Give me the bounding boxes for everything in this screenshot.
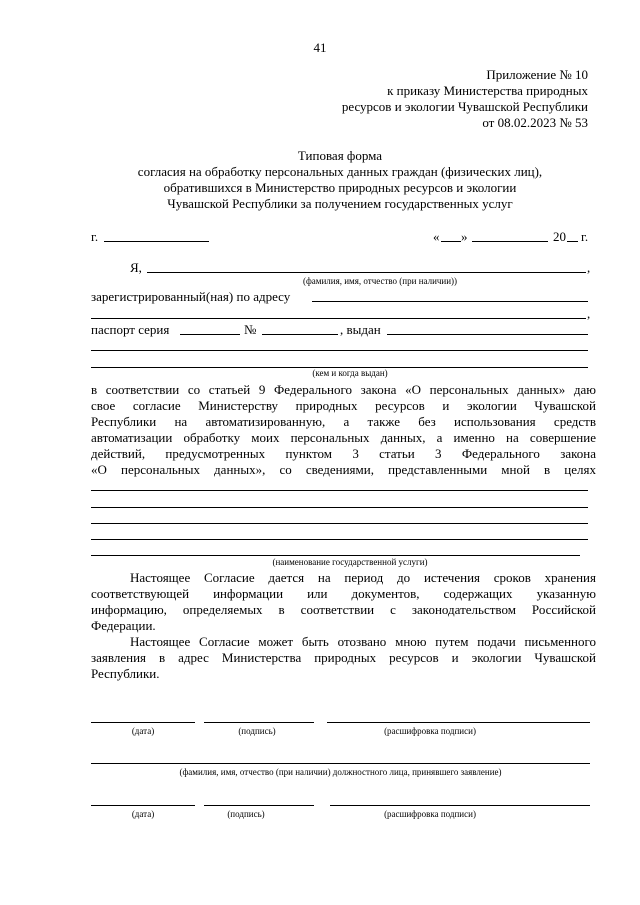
appendix-line-1: Приложение № 10: [486, 67, 588, 82]
body-line-1: в соответствии со статьей 9 Федерального закона «О персональных данных» даю: [91, 382, 596, 397]
date-year-suffix: г.: [581, 229, 589, 244]
appendix-line-2: к приказу Министерства природных: [387, 83, 588, 98]
body-line-3: Республики на автоматизированную, а также без использования средств: [91, 414, 596, 429]
i-label: Я,: [130, 260, 142, 275]
registered-label: зарегистрированный(ная) по адресу: [91, 289, 291, 304]
para3-line-3: Республики.: [91, 666, 160, 681]
para2-line-3: информацию, определяемых в соответствии с законодательством Российской: [91, 602, 596, 617]
passport-number-label: №: [244, 322, 257, 337]
para3-line-2: заявления в адрес Министерства природных ресурсов и экологии Чувашской: [91, 650, 596, 665]
sig1-decoding-field[interactable]: [327, 722, 590, 723]
service-caption: (наименование государственной услуги): [272, 557, 428, 567]
issued-by-field-2[interactable]: [91, 350, 588, 351]
sig2-date-caption: (дата): [131, 809, 155, 819]
city-prefix: г.: [91, 229, 99, 244]
para3-line-1: Настоящее Согласие может быть отозвано мною путем подачи письменного: [130, 634, 596, 649]
date-day-field[interactable]: [441, 241, 461, 242]
fio-caption: (фамилия, имя, отчество (при наличии)): [302, 276, 458, 286]
date-open-quote: «: [433, 229, 440, 244]
issued-by-field[interactable]: [387, 334, 588, 335]
date-year-field[interactable]: [567, 241, 578, 242]
official-fio-field[interactable]: [91, 763, 590, 764]
sig1-date-caption: (дата): [131, 726, 155, 736]
sig2-signature-caption: (подпись): [227, 809, 265, 819]
sig1-date-field[interactable]: [91, 722, 195, 723]
title-line-3: обратившихся в Министерство природных ресурсов и экологии: [163, 180, 517, 195]
sig1-decoding-caption: (расшифровка подписи): [384, 726, 476, 736]
address-field-2[interactable]: [91, 318, 586, 319]
sig2-decoding-caption: (расшифровка подписи): [384, 809, 476, 819]
city-field[interactable]: [104, 241, 209, 242]
fio-field[interactable]: [147, 272, 586, 273]
title-line-4: Чувашской Республики за получением государственных услуг: [167, 196, 513, 211]
sig2-decoding-field[interactable]: [330, 805, 590, 806]
issued-caption: (кем и когда выдан): [312, 368, 388, 378]
passport-series-field[interactable]: [180, 334, 240, 335]
para2-line-4: Федерации.: [91, 618, 156, 633]
service-field-4[interactable]: [91, 539, 588, 540]
service-field-5[interactable]: [91, 555, 580, 556]
date-century: 20: [553, 229, 566, 244]
sig1-signature-field[interactable]: [204, 722, 314, 723]
passport-number-field[interactable]: [262, 334, 338, 335]
service-field-3[interactable]: [91, 523, 588, 524]
sig1-signature-caption: (подпись): [238, 726, 276, 736]
official-caption: (фамилия, имя, отчество (при наличии) должностного лица, принявшего заявление): [179, 767, 502, 777]
title-line-2: согласия на обработку персональных данных граждан (физических лиц),: [137, 164, 543, 179]
address-comma: ,: [587, 306, 591, 321]
title-line-1: Типовая форма: [297, 148, 383, 163]
appendix-line-4: от 08.02.2023 № 53: [482, 115, 588, 130]
passport-series-label: паспорт серия: [91, 322, 170, 337]
service-field-1[interactable]: [91, 490, 588, 491]
date-close-quote: »: [461, 229, 468, 244]
body-line-5: действий, предусмотренных пунктом 3 статьи 3 Федерального закона: [91, 446, 596, 461]
para2-line-2: соответствующей информации или документов, содержащих указанную: [91, 586, 596, 601]
service-field-2[interactable]: [91, 507, 588, 508]
page-number: 41: [313, 40, 327, 55]
body-line-2: свое согласие Министерству природных ресурсов и экологии Чувашской: [91, 398, 596, 413]
fio-comma: ,: [587, 260, 591, 275]
issued-label: , выдан: [340, 322, 381, 337]
body-line-6: «О персональных данных», со сведениями, представленными мной в целях: [91, 462, 596, 477]
para2-line-1: Настоящее Согласие дается на период до истечения сроков хранения: [130, 570, 596, 585]
sig2-signature-field[interactable]: [204, 805, 314, 806]
sig2-date-field[interactable]: [91, 805, 195, 806]
body-line-4: автоматизации обработку моих персональных данных, а именно на совершение: [91, 430, 596, 445]
appendix-line-3: ресурсов и экологии Чувашской Республики: [341, 99, 588, 114]
date-month-field[interactable]: [472, 241, 548, 242]
address-field-1[interactable]: [312, 301, 588, 302]
